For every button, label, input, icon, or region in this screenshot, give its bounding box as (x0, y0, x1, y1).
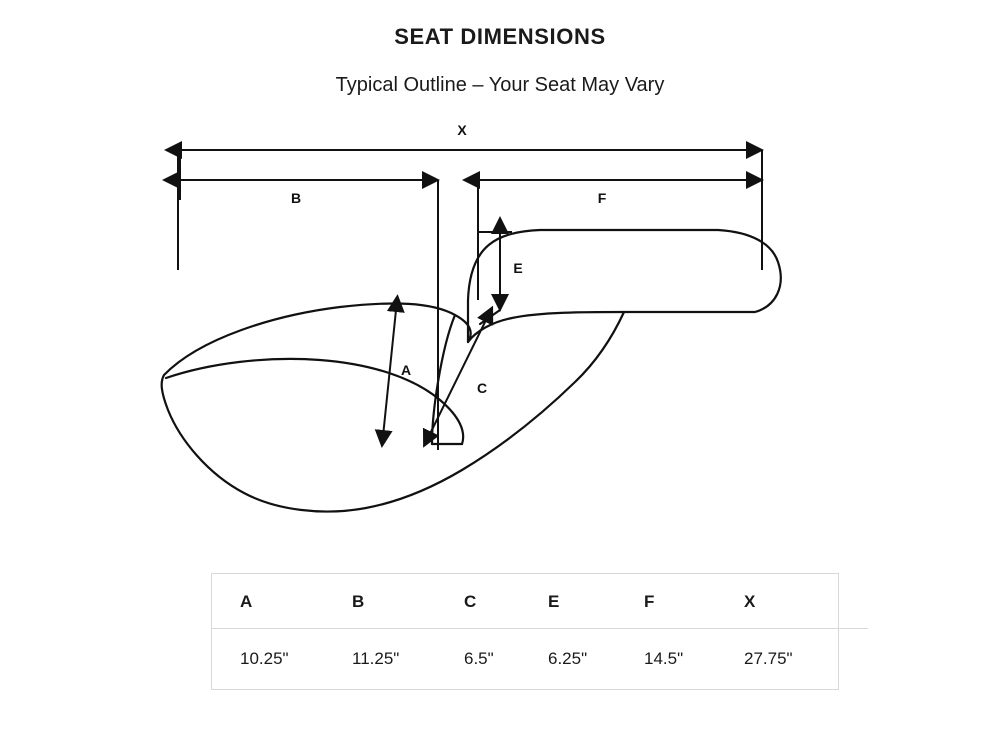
dimension-b (178, 150, 438, 450)
cell-f: 14.5" (644, 649, 684, 668)
table-header-x: X (744, 574, 868, 629)
dimension-b-label: B (290, 190, 302, 206)
dimension-x (180, 150, 762, 200)
seat-diagram (0, 110, 1000, 540)
seat-outline (162, 230, 781, 512)
dimension-f (478, 150, 762, 300)
dimensions-table (211, 573, 839, 690)
cell-x: 27.75" (744, 649, 793, 668)
dimension-a (382, 310, 396, 446)
cell-c: 6.5" (464, 649, 494, 668)
cell-b: 11.25" (352, 649, 400, 668)
seat-diagram-svg (0, 110, 1000, 540)
table-row (212, 629, 868, 690)
dimension-c-label: C (476, 380, 488, 396)
table-header-a: A (212, 574, 352, 629)
table-header-c: C (464, 574, 548, 629)
dimension-x-label: X (457, 122, 467, 138)
table-header-b: B (352, 574, 464, 629)
dimension-e (478, 232, 512, 310)
table-header-f: F (644, 574, 744, 629)
table-header-e: E (548, 574, 644, 629)
page-title: SEAT DIMENSIONS (394, 24, 606, 49)
table-header-row (212, 574, 868, 629)
cell-e: 6.25" (548, 649, 588, 668)
dimension-f-label: F (597, 190, 607, 206)
page-subtitle: Typical Outline – Your Seat May Vary (335, 74, 665, 96)
cell-a: 10.25" (240, 649, 289, 668)
dimension-a-label: A (400, 362, 412, 378)
dimension-e-label: E (513, 260, 523, 276)
